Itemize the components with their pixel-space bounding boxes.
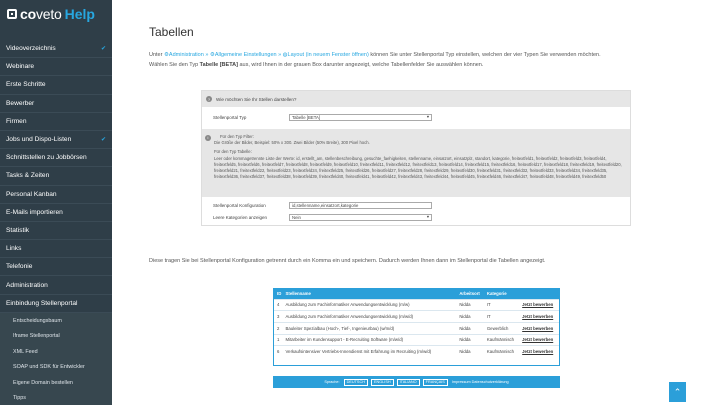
table-row	[274, 299, 559, 311]
sidebar-nav	[0, 40, 112, 313]
gear-icon: ⚙	[209, 52, 215, 58]
table-cell: Kaufmännisch	[484, 346, 519, 358]
table-cell: 3	[274, 311, 283, 323]
scroll-to-top-button[interactable]	[669, 382, 686, 402]
subnav-item-2[interactable]: XML Feed	[0, 344, 112, 360]
subnav-item-4[interactable]: Eigene Domain bestellen	[0, 375, 112, 391]
sidebar-item-9[interactable]: E-Mails importieren	[0, 204, 112, 222]
info-icon: i	[205, 135, 211, 141]
subnav-item-0[interactable]: Entscheidungsbaum	[0, 313, 112, 329]
language-button[interactable]: FRANÇAIS	[423, 379, 448, 386]
coveto-logo-icon	[7, 9, 17, 19]
table-cell: Verkaufsintensiver Vertriebs-Innendienst mit Erfahrung im Recruiting (m/w/d)	[283, 346, 457, 358]
sidebar-item-1[interactable]: Webinare	[0, 58, 112, 76]
instruction-paragraph: Diese tragen Sie bei Stellenportal Konfiguration getrennt durch ein Komma ein und speichern. Dadurch werden Ihnen dann im Stellenportal die Tabellen angezeigt.	[149, 258, 546, 264]
table-row	[274, 346, 559, 358]
breadcrumb-layout-link[interactable]: Layout (in neuem Fenster öffnen)	[287, 52, 369, 58]
settings-form-screenshot	[201, 90, 631, 226]
sidebar-item-4[interactable]: Firmen	[0, 113, 112, 131]
apply-link[interactable]: Jetzt bewerben	[519, 346, 559, 358]
chevron-down-icon: ▾	[426, 214, 429, 219]
question-bar: ? Wie möchten Sie Ihr Stellen darstellen?	[202, 91, 630, 107]
job-table-preview	[273, 288, 560, 366]
sidebar	[0, 0, 112, 405]
table-header	[274, 289, 559, 299]
sidebar-item-0[interactable]: Videoverzeichnis ✔	[0, 40, 112, 58]
config-input[interactable]: id,stellenname,einsatzort,kategorie	[289, 202, 432, 209]
sidebar-item-10[interactable]: Statistik	[0, 222, 112, 240]
chevron-down-icon: ▾	[426, 114, 429, 119]
subnav-item-3[interactable]: SOAP und SDK für Entwickler	[0, 359, 112, 375]
info-box: i Für den Typ Filter: Die Größe der Bilder, Beispiel: 50% x 300. Zwei Bilder (50% Breite), 300 Pixel hoch. Für den Typ Tabelle: Leer oder kommagetrennte Liste der Werte: id, erstellt_am, stellenbeschreibung, gesuchte_faehigkeiten, stellenname, einsatzort, einsatzplz, standort, kategorie, freitextfeld1, freitextfeld2, freitextfeld3, freitextfeld4, freitextfeld5, freitextfeld6, freitextfeld7, freitextfeld8, freitextfeld9, freitextfeld10, freitextfeld11, freitextfeld12, freitextfeld13, freitextfeld14, freitextfeld15, freitextfeld16, freitextfeld17, freitextfeld18, freitextfeld19, freitextfeld20, freitextfeld21, freitextfeld22, freitextfeld23, freitextfeld24, freitextfeld25, freitextfeld26, freitextfeld27, freitextfeld28, freitextfeld29, freitextfeld30, freitextfeld31, freitextfeld32, freitextfeld33, freitextfeld34, freitextfeld35, freitextfeld36, freitextfeld37, freitextfeld38, freitextfeld39, freitextfeld40, freitextfeld41, freitextfeld42, freitextfeld43, freitextfeld44, freitextfeld45, freitextfeld46, freitextfeld47, freitextfeld48, freitextfeld49, freitextfeld50	[202, 129, 630, 197]
table-cell: Nidda	[456, 299, 484, 311]
table-cell: IT	[484, 299, 519, 311]
table-cell: 4	[274, 299, 283, 311]
table-cell: Mitarbeiter im Kundensupport - E-Recruiting Software (m/w/d)	[283, 334, 457, 346]
sidebar-item-11[interactable]: Links	[0, 240, 112, 258]
subnav-item-5[interactable]: Tipps	[0, 390, 112, 405]
table-cell: 1	[274, 334, 283, 346]
globe-icon: ◍	[282, 52, 288, 58]
language-button[interactable]: DEUTSCH	[344, 379, 368, 386]
gear-icon: ⚙	[163, 52, 169, 58]
footer-links[interactable]: Impressum Datenschutzerklärung	[451, 380, 509, 384]
table-footer: Sprache: DEUTSCH ENGLISH ITALIANO FRANÇAIS Impressum Datenschutzerklärung	[273, 376, 560, 388]
sidebar-item-3[interactable]: Bewerber	[0, 95, 112, 113]
table-row	[274, 334, 559, 346]
empty-categories-row: Leere Kategorien anzeigen Nein ▾	[202, 211, 630, 223]
language-button[interactable]: ITALIANO	[397, 379, 420, 386]
portal-type-select[interactable]: Tabelle [BETA] ▾	[289, 114, 432, 121]
sidebar-subnav	[0, 313, 112, 405]
table-row	[274, 322, 559, 334]
apply-link[interactable]: Jetzt bewerben	[519, 322, 559, 334]
breadcrumb-administration[interactable]: Administration	[168, 52, 204, 58]
table-cell: Nidda	[456, 334, 484, 346]
portal-type-row: Stellenportal Typ Tabelle [BETA] ▾	[202, 111, 630, 123]
column-header: Kategorie	[484, 289, 519, 299]
table-cell: Ausbildung zum Fachinformatiker Anwendungsentwicklung (m/w/d)	[283, 311, 457, 323]
intro-text: Unter ⚙Administration » ⚙Allgemeine Einstellungen » ◍Layout (in neuem Fenster öffnen) können Sie unter Stellenportal Typ einstellen, welchen der vier Typen Sie verwenden möchten. Wählen Sie den Typ Tabelle [BETA] aus, wird Ihnen in der grauen Box darunter angezeigt, welche Tabellenfelder Sie auswählen können.	[149, 52, 601, 68]
sidebar-item-8[interactable]: Personal Kanban	[0, 186, 112, 204]
table-cell: Ausbildung zum Fachinformatiker Anwendungsentwicklung (m/w)	[283, 299, 457, 311]
sidebar-item-14[interactable]: Einbindung Stellenportal	[0, 295, 112, 313]
check-icon: ✔	[100, 137, 106, 144]
chevron-up-icon: ⌃	[673, 386, 682, 397]
table-cell: 6	[274, 346, 283, 358]
column-header: Stellenname	[283, 289, 457, 299]
apply-link[interactable]: Jetzt bewerben	[519, 334, 559, 346]
table-cell: Nidda	[456, 322, 484, 334]
config-row: Stellenportal Konfiguration id,stellenname,einsatzort,kategorie	[202, 199, 630, 211]
sidebar-item-6[interactable]: Schnittstellen zu Jobbörsen	[0, 149, 112, 167]
table-cell: Nidda	[456, 311, 484, 323]
column-header: ID	[274, 289, 283, 299]
question-icon: ?	[207, 96, 211, 102]
table-cell: 2	[274, 322, 283, 334]
apply-link[interactable]: Jetzt bewerben	[519, 299, 559, 311]
apply-link[interactable]: Jetzt bewerben	[519, 311, 559, 323]
empty-categories-select[interactable]: Nein ▾	[289, 214, 432, 221]
chevron-right-icon: »	[278, 52, 282, 58]
table-cell: IT	[484, 311, 519, 323]
table-row	[274, 311, 559, 323]
chevron-right-icon: »	[205, 52, 209, 58]
column-header: Arbeitsort	[456, 289, 484, 299]
main-content	[112, 0, 720, 405]
check-icon: ✔	[100, 46, 106, 53]
help-title: Help	[64, 6, 95, 22]
sidebar-item-7[interactable]: Tasks & Zeiten	[0, 167, 112, 185]
language-button[interactable]: ENGLISH	[371, 379, 394, 386]
table-cell: Nidda	[456, 346, 484, 358]
breadcrumb-allgemeine-einstellungen[interactable]: Allgemeine Einstellungen	[214, 52, 277, 58]
table-cell: Bauleiter Spezialbau (Hoch-, Tief-, Ingenieurbau) (w/m/d)	[283, 322, 457, 334]
page-title: Tabellen	[149, 25, 194, 39]
table-cell: Gewerblich	[484, 322, 519, 334]
sidebar-item-13[interactable]: Administration	[0, 276, 112, 294]
sidebar-item-12[interactable]: Telefonie	[0, 258, 112, 276]
sidebar-item-5[interactable]: Jobs und Dispo-Listen ✔	[0, 131, 112, 149]
table-cell: Kaufmännisch	[484, 334, 519, 346]
logo[interactable]: coveto Help	[0, 0, 112, 28]
subnav-item-1[interactable]: Iframe Stellenportal	[0, 328, 112, 344]
sidebar-item-2[interactable]: Erste Schritte	[0, 76, 112, 94]
column-header	[519, 289, 559, 299]
